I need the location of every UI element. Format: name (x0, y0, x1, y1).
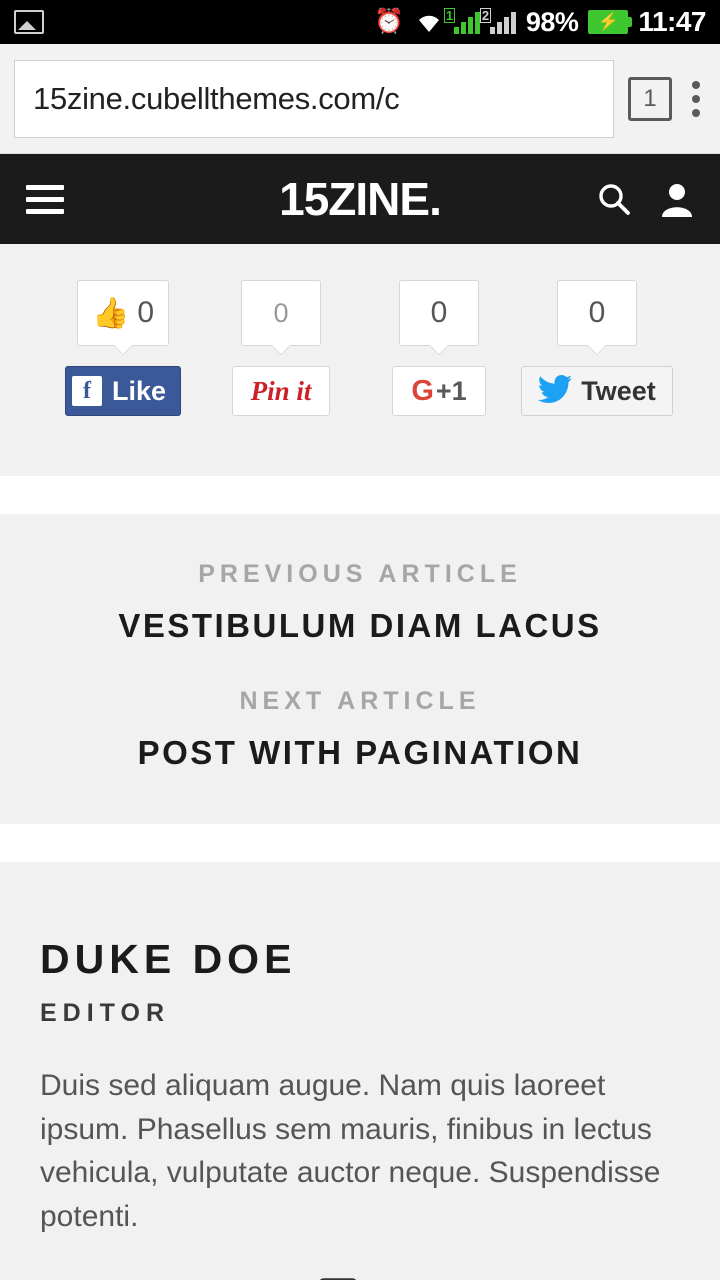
user-icon[interactable] (660, 181, 694, 217)
pinterest-label: Pin it (250, 375, 312, 406)
facebook-icon: f (72, 376, 102, 406)
tab-counter-label: 1 (643, 84, 657, 112)
article-pagination (0, 514, 720, 824)
battery-charging-icon: ⚡ (588, 10, 628, 34)
pinterest-button-row (232, 366, 331, 416)
status-bar-left (14, 10, 374, 34)
thumbs-up-icon: 👍 (91, 296, 130, 330)
site-header (0, 154, 720, 244)
twitter-tweet-button[interactable] (521, 366, 673, 416)
facebook-like-button-row (65, 366, 181, 416)
social-share-bar (0, 244, 720, 476)
author-bio: Duis sed aliquam augue. Nam quis laoreet ipsum. Phasellus sem mauris, finibus in lectus vehicula, vulputate auctor neque. Suspendisse potenti. (40, 1069, 661, 1233)
share-item-twitter (527, 280, 667, 416)
previous-article-link[interactable]: VESTIBULUM DIAM LACUS (118, 607, 602, 644)
browser-toolbar (0, 44, 720, 154)
battery-percent: 98% (525, 6, 579, 37)
googleplus-label: +1 (435, 375, 467, 406)
twitter-tweet-label: Tweet (581, 375, 656, 406)
googleplus-share-count: 0 (430, 296, 448, 329)
facebook-like-label: Like (111, 375, 167, 406)
search-icon[interactable] (596, 181, 632, 217)
twitter-button-row (521, 366, 673, 416)
facebook-like-button[interactable] (65, 366, 181, 416)
tab-counter-button[interactable] (628, 77, 672, 121)
browser-menu-icon[interactable] (686, 81, 706, 117)
alarm-icon: ⏰ (373, 8, 404, 35)
author-name[interactable]: DUKE DOE (40, 936, 297, 982)
status-bar-clock: 11:47 (638, 6, 706, 37)
googleplus-button-row (392, 366, 485, 416)
site-logo: 15ZINE. (279, 173, 441, 225)
url-text: 15zine.cubellthemes.com/c (33, 80, 400, 116)
url-input[interactable] (14, 60, 614, 138)
twitter-share-count-bubble (557, 280, 637, 346)
status-bar-right (374, 6, 706, 38)
sim2-label: 2 (481, 8, 490, 23)
next-article-label: NEXT ARTICLE (239, 687, 481, 715)
share-item-pinterest (211, 280, 351, 416)
googleplus-plusone-button[interactable] (392, 366, 485, 416)
android-status-bar (0, 0, 720, 44)
next-article-link[interactable]: POST WITH PAGINATION (137, 734, 583, 771)
section-divider-2 (0, 824, 720, 862)
share-item-googleplus (369, 280, 509, 416)
wifi-icon (414, 11, 444, 33)
hamburger-icon[interactable] (26, 185, 64, 214)
google-icon: G (411, 374, 434, 407)
googleplus-share-count-bubble (399, 280, 479, 346)
share-item-facebook (53, 280, 193, 416)
author-role: EDITOR (40, 999, 170, 1027)
pinterest-share-count: 0 (273, 297, 289, 328)
sim2-signal-icon (481, 8, 516, 34)
sim1-label: 1 (445, 8, 454, 23)
sim1-signal-icon (445, 8, 480, 34)
facebook-share-count-bubble (77, 280, 169, 346)
pinterest-share-count-bubble (241, 280, 321, 346)
facebook-share-count: 0 (137, 296, 155, 329)
photo-icon (14, 10, 44, 34)
section-divider (0, 476, 720, 514)
twitter-share-count: 0 (588, 296, 606, 329)
twitter-bird-icon (538, 375, 572, 408)
site-header-actions (596, 181, 694, 217)
author-box (0, 862, 720, 1280)
previous-article-label: PREVIOUS ARTICLE (198, 560, 522, 588)
pinterest-save-button[interactable] (232, 366, 331, 416)
